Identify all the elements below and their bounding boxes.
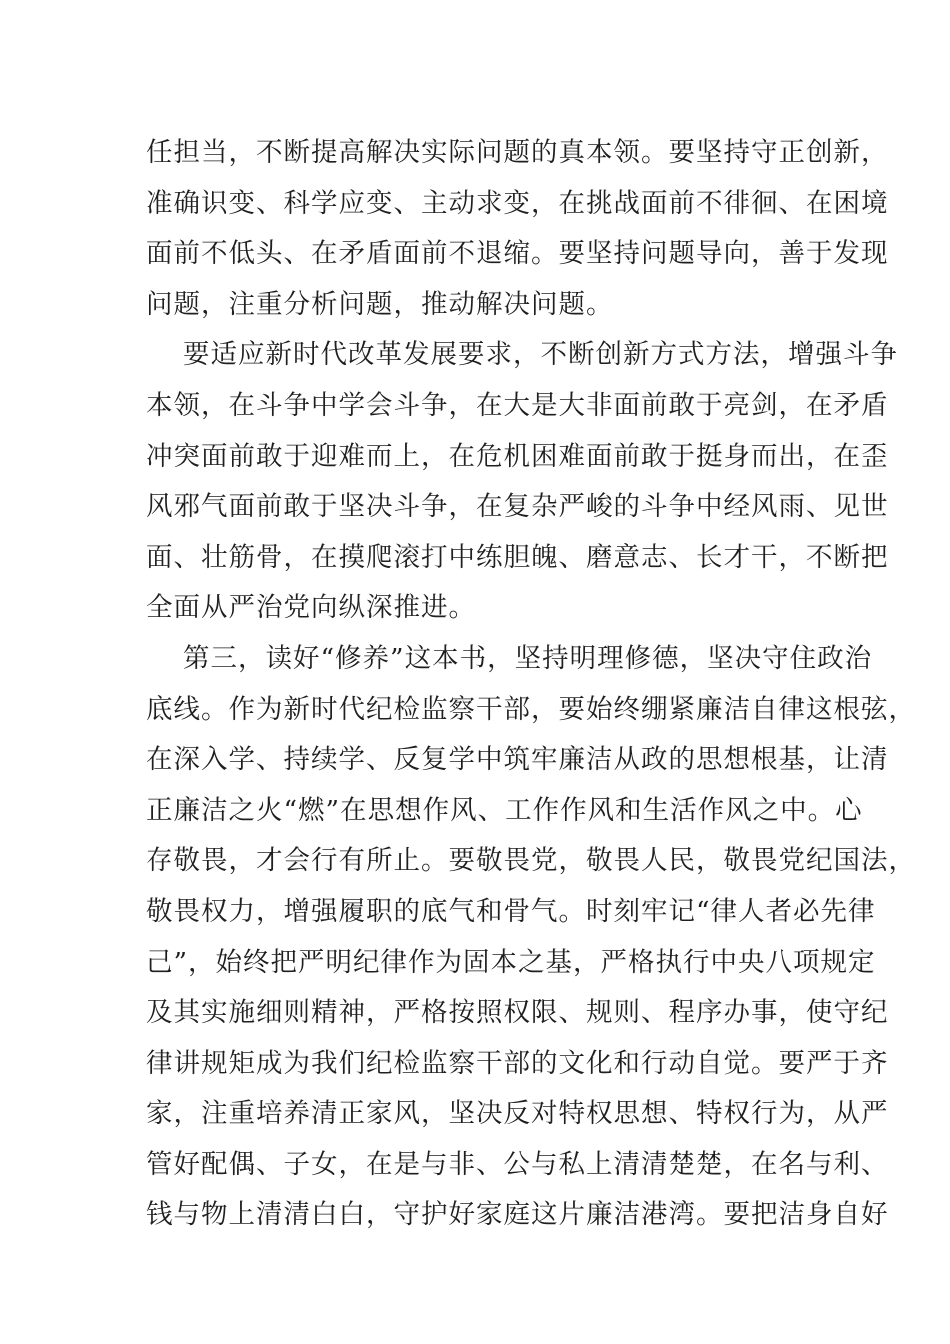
text-line: 底线。作为新时代纪检监察干部，要始终绷紧廉洁自律这根弦， (146, 693, 916, 725)
text-line: 问题，注重分析问题，推动解决问题。 (146, 288, 614, 320)
paragraph-3 (146, 634, 916, 1241)
text-line: 正廉洁之火“燃”在思想作风、工作作风和生活作风之中。心 (146, 794, 863, 826)
text-line: 要适应新时代改革发展要求，不断创新方式方法，增强斗争 (183, 339, 898, 371)
text-line: 律讲规矩成为我们纪检监察干部的文化和行动自觉。要严于齐 (146, 1047, 889, 1079)
body-text (146, 128, 916, 1241)
text-line: 在深入学、持续学、反复学中筑牢廉洁从政的思想根基，让清 (146, 744, 889, 776)
text-line: 己”，始终把严明纪律作为固本之基，严格执行中央八项规定 (146, 946, 876, 978)
text-line: 家，注重培养清正家风，坚决反对特权思想、特权行为，从严 (146, 1098, 889, 1130)
text-line: 本领，在斗争中学会斗争，在大是大非面前敢于亮剑，在矛盾 (146, 389, 889, 421)
text-line: 管好配偶、子女，在是与非、公与私上清清楚楚，在名与利、 (146, 1148, 889, 1180)
paragraph-1 (146, 128, 889, 330)
text-line: 风邪气面前敢于坚决斗争，在复杂严峻的斗争中经风雨、见世 (146, 491, 889, 523)
text-line: 冲突面前敢于迎难而上，在危机困难面前敢于挺身而出，在歪 (146, 440, 889, 472)
paragraph-2 (146, 330, 898, 634)
text-line: 面前不低头、在矛盾面前不退缩。要坚持问题导向，善于发现 (146, 238, 889, 270)
text-line: 面、壮筋骨，在摸爬滚打中练胆魄、磨意志、长才干，不断把 (146, 541, 889, 573)
text-line: 准确识变、科学应变、主动求变，在挑战面前不徘徊、在困境 (146, 187, 889, 219)
text-line: 任担当，不断提高解决实际问题的真本领。要坚持守正创新， (146, 137, 889, 168)
text-line: 钱与物上清清白白，守护好家庭这片廉洁港湾。要把洁身自好 (146, 1199, 889, 1231)
text-line: 及其实施细则精神，严格按照权限、规则、程序办事，使守纪 (146, 997, 889, 1029)
text-line: 第三，读好“修养”这本书，坚持明理修德，坚决守住政治 (183, 642, 873, 674)
text-line: 全面从严治党向纵深推进。 (146, 592, 476, 624)
text-line: 敬畏权力，增强履职的底气和骨气。时刻牢记“律人者必先律 (146, 895, 876, 927)
text-line: 存敬畏，才会行有所止。要敬畏党，敬畏人民，敬畏党纪国法， (146, 845, 916, 877)
